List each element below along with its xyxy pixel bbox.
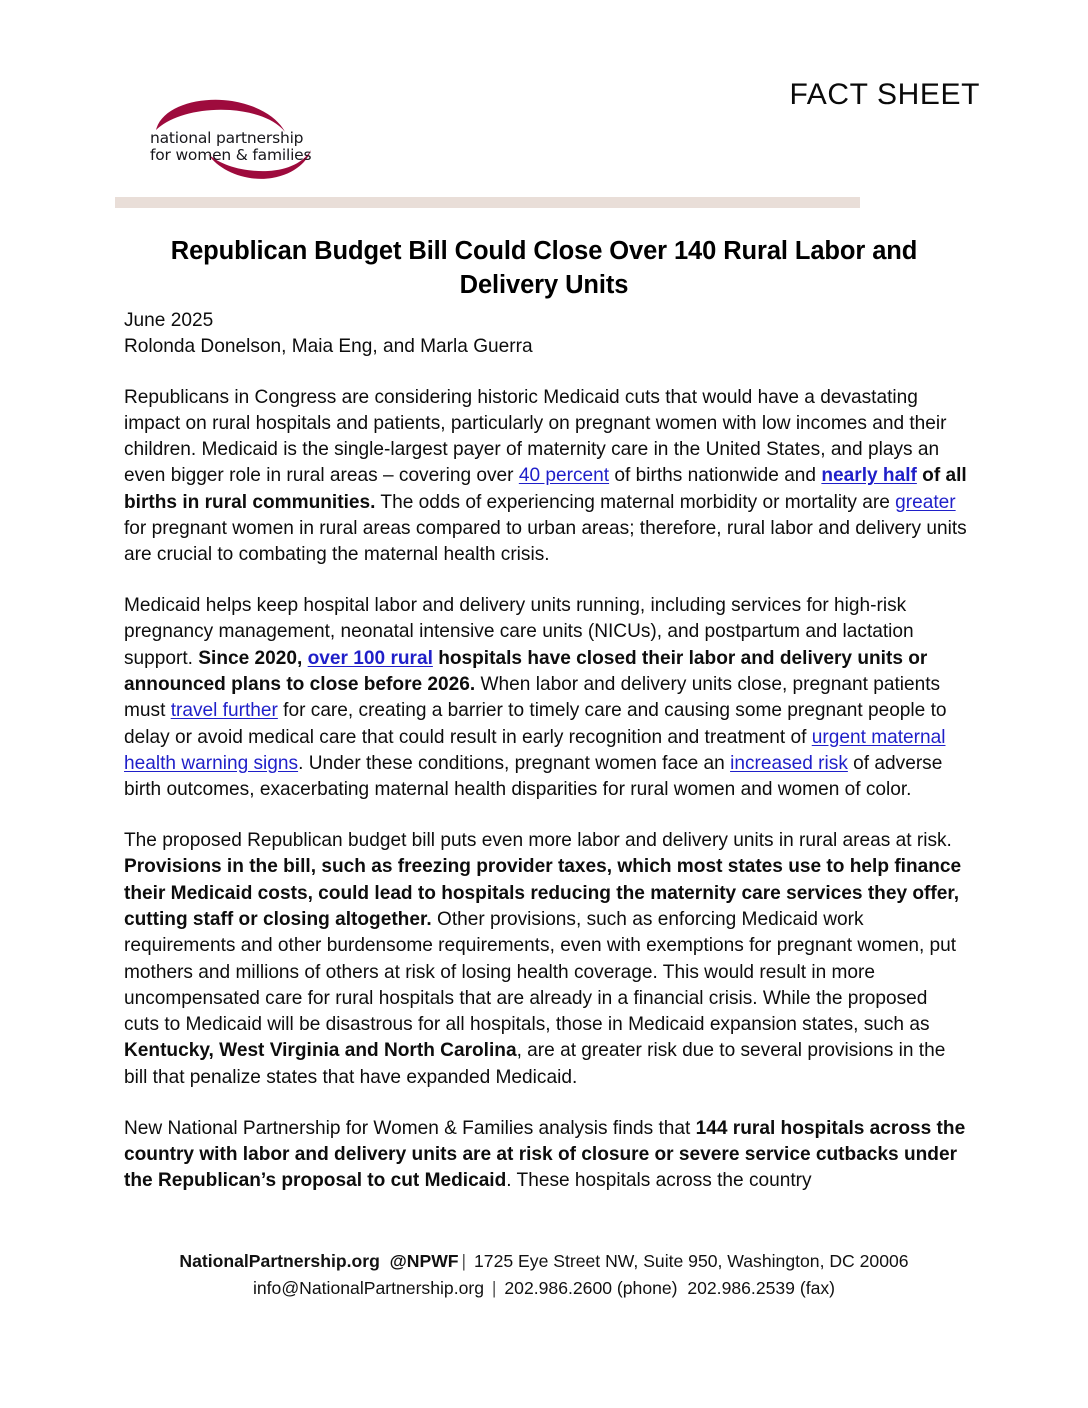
text-run: of births nationwide and <box>609 465 822 487</box>
document-header <box>0 60 1088 190</box>
text-run: Other provisions, such as enforcing Medicaid work requirements and other burdensome requirements, even with exemptions for pregnant women, put mothers and millions of others at risk of losing health coverage. This would result in more uncompensated care for rural hospitals that are already in a financial crisis. While the proposed cuts to Medicaid will be disastrous for all hospitals, those in Medicaid expansion states, such as <box>124 908 957 1036</box>
text-run: New National Partnership for Women & Families analysis finds that <box>124 1117 696 1139</box>
paragraph-2 <box>124 593 967 803</box>
author-list: Rolonda Donelson, Maia Eng, and Marla Guerra <box>124 336 533 358</box>
paragraph-1 <box>124 385 967 569</box>
text-run: Republicans in Congress are considering historic Medicaid cuts that would have a devastating impact on rural hospitals and patients, particularly on pregnant women with low incomes and their children. Medicaid is the single-largest payer of maternity care in the United States, and plays an even bigger role in rural areas – covering over <box>124 386 947 487</box>
footer-line-2 <box>0 1275 1088 1302</box>
paragraph-4 <box>124 1116 967 1195</box>
fact-sheet-label: FACT SHEET <box>789 78 980 111</box>
emphasis-run: hospitals have closed their labor and delivery units or announced plans to close before 2026. <box>124 647 928 696</box>
byline <box>124 308 967 361</box>
document-body <box>124 308 967 1194</box>
paragraph-3 <box>124 828 967 1091</box>
emphasis-run: of all births in rural communities. <box>124 465 967 513</box>
footer-address: 1725 Eye Street NW, Suite 950, Washington, DC 20006 <box>474 1251 909 1271</box>
logo-wordmark-line1: national partnership <box>150 129 304 147</box>
publication-date: June 2025 <box>124 310 214 331</box>
link-nearly-half[interactable]: nearly half <box>821 465 917 487</box>
text-run: The odds of experiencing maternal morbidity or mortality are <box>375 491 896 513</box>
text-run: for pregnant women in rural areas compared to urban areas; therefore, rural labor and delivery units are crucial to combating the maternal health crisis. <box>124 518 967 566</box>
link-40-percent[interactable]: 40 percent <box>518 465 610 487</box>
text-run: Medicaid helps keep hospital labor and delivery units running, including services for high-risk pregnancy management, neonatal intensive care units (NICUs), and postpartum and lactation support. <box>124 595 914 669</box>
text-run: , are at greater risk due to several provisions in the bill that penalize states that have expanded Medicaid. <box>124 1040 946 1088</box>
header-divider <box>115 197 860 208</box>
text-run: The proposed Republican budget bill puts even more labor and delivery units in rural areas at risk. <box>124 830 952 852</box>
text-run: . Under these conditions, pregnant women face an <box>298 752 731 774</box>
link-greater[interactable]: greater <box>895 491 956 513</box>
emphasis-run: Since 2020, <box>198 647 308 669</box>
national-partnership-logo <box>148 98 316 188</box>
text-run: of adverse birth outcomes, exacerbating maternal health disparities for rural women and women of color. <box>124 752 943 801</box>
footer-website[interactable]: NationalPartnership.org <box>179 1251 380 1271</box>
text-run: When labor and delivery units close, pregnant patients must <box>124 674 941 722</box>
logo-wordmark-line2: for women & families <box>150 146 312 164</box>
footer-separator: | <box>461 1251 467 1271</box>
logo-top-arc-icon <box>156 100 285 132</box>
link-urgent-maternal-health-warning-signs[interactable]: urgent maternal health warning signs <box>124 726 946 774</box>
page-title: Republican Budget Bill Could Close Over 140 Rural Labor and Delivery Units <box>170 237 918 299</box>
link-over-100-rural[interactable]: over 100 rural <box>307 647 433 669</box>
emphasis-run: 144 rural hospitals across the country with labor and delivery units are at risk of closure or severe service cutbacks under the Republican’s proposal to cut Medicaid <box>124 1117 966 1192</box>
footer-social-handle[interactable]: @NPWF <box>389 1251 459 1271</box>
emphasis-run: Provisions in the bill, such as freezing provider taxes, which most states use to help finance their Medicaid costs, could lead to hospitals reducing the maternity care services they offer, cutting staff or closing altogether. <box>124 856 962 930</box>
text-run: . These hospitals across the country <box>506 1170 812 1192</box>
emphasis-states: Kentucky, West Virginia and North Carolina <box>124 1040 517 1062</box>
footer-phone: 202.986.2600 (phone) <box>504 1278 678 1298</box>
footer-separator: | <box>491 1278 497 1298</box>
logo-artwork <box>148 98 316 188</box>
text-run: for care, creating a barrier to timely care and causing some pregnant people to delay or avoid medical care that could result in early recognition and treatment of <box>124 700 947 748</box>
footer-line-1 <box>0 1248 1088 1275</box>
link-increased-risk[interactable]: increased risk <box>730 752 848 774</box>
footer-email[interactable]: info@NationalPartnership.org <box>252 1278 485 1298</box>
footer-fax: 202.986.2539 (fax) <box>687 1278 836 1298</box>
document-footer <box>0 1248 1088 1302</box>
link-travel-further[interactable]: travel further <box>170 700 278 722</box>
